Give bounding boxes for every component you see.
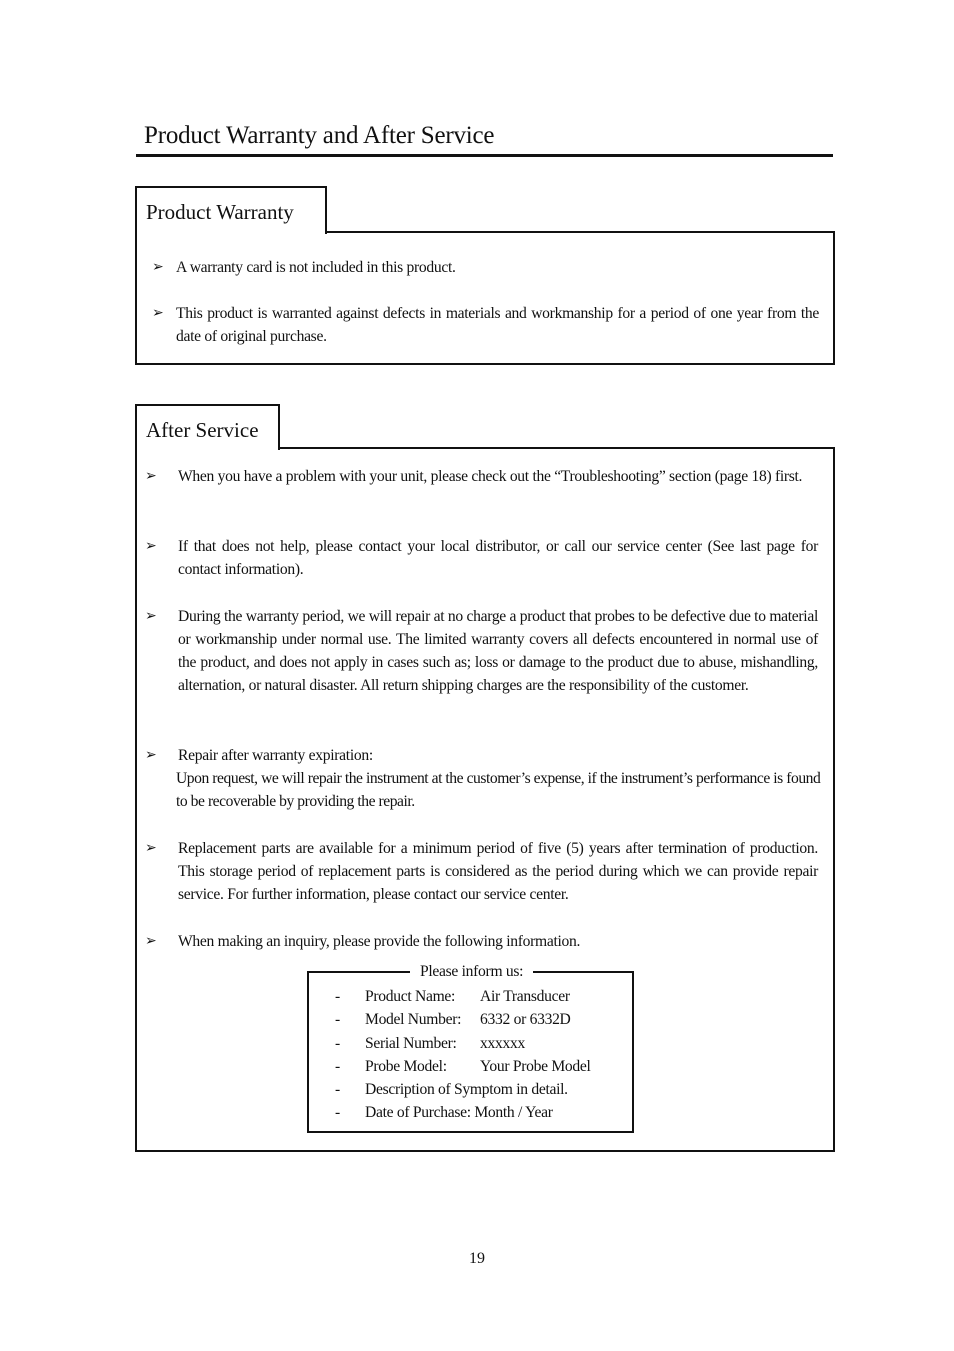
after-service-item: When making an inquiry, please provide the following information. <box>178 933 581 950</box>
inform-value: Air Transducer <box>480 988 570 1005</box>
inform-dash: - <box>335 1058 340 1075</box>
inform-value: 6332 or 6332D <box>480 1011 571 1028</box>
bullet-arrow-icon: ➢ <box>152 260 164 275</box>
after-service-item: During the warranty period, we will repair at no charge a product that probes to be defective due to material or workmanship under normal use. The limited warranty covers all defects encountered in normal use of the product, and does not apply in cases such as; loss or damage to the product due to abuse, mishandling, alternation, or natural disaster. All return shipping charges are the responsibility of the customer. <box>178 608 818 694</box>
page-title: Product Warranty and After Service <box>136 122 833 157</box>
bullet-arrow-icon: ➢ <box>145 609 157 624</box>
inform-dash: - <box>335 1081 340 1098</box>
bullet-arrow-icon: ➢ <box>145 539 157 554</box>
inform-title: Please inform us: <box>410 962 533 982</box>
inform-label: Probe Model: <box>365 1058 447 1075</box>
inform-label: Date of Purchase: Month / Year <box>365 1104 553 1121</box>
inform-label: Product Name: <box>365 988 456 1005</box>
inform-dash: - <box>335 1011 340 1028</box>
after-service-item: Repair after warranty expiration: <box>178 747 373 764</box>
bullet-arrow-icon: ➢ <box>145 841 157 856</box>
bullet-arrow-icon: ➢ <box>145 748 157 763</box>
warranty-item: This product is warranted against defects in materials and workmanship for a period of one year from the date of original purchase. <box>176 305 819 345</box>
inform-value: Your Probe Model <box>480 1058 591 1075</box>
inform-dash: - <box>335 1035 340 1052</box>
warranty-item: A warranty card is not included in this product. <box>176 259 456 276</box>
inform-label: Description of Symptom in detail. <box>365 1081 568 1098</box>
warranty-heading: Product Warranty <box>135 186 327 234</box>
inform-box <box>307 963 634 1133</box>
after-service-item: Replacement parts are available for a minimum period of five (5) years after termination of production. This storage period of replacement parts is considered as the period during which we can provide repair service. For further information, please contact our service center. <box>178 840 818 903</box>
inform-dash: - <box>335 988 340 1005</box>
bullet-arrow-icon: ➢ <box>145 934 157 949</box>
page-number: 19 <box>469 1250 485 1267</box>
after-service-heading: After Service <box>135 404 280 450</box>
inform-value: xxxxxx <box>480 1035 525 1052</box>
repair-detail: Upon request, we will repair the instrument at the customer’s expense, if the instrument’s performance is found to be recoverable by providing the repair. <box>176 770 821 810</box>
inform-label: Serial Number: <box>365 1035 457 1052</box>
after-service-item: If that does not help, please contact your local distributor, or call our service center (See last page for contact information). <box>178 538 818 578</box>
inform-dash: - <box>335 1104 340 1121</box>
inform-label: Model Number: <box>365 1011 462 1028</box>
bullet-arrow-icon: ➢ <box>145 469 157 484</box>
after-service-item: When you have a problem with your unit, please check out the “Troubleshooting” section (page 18) first. <box>178 468 803 485</box>
bullet-arrow-icon: ➢ <box>152 306 164 321</box>
